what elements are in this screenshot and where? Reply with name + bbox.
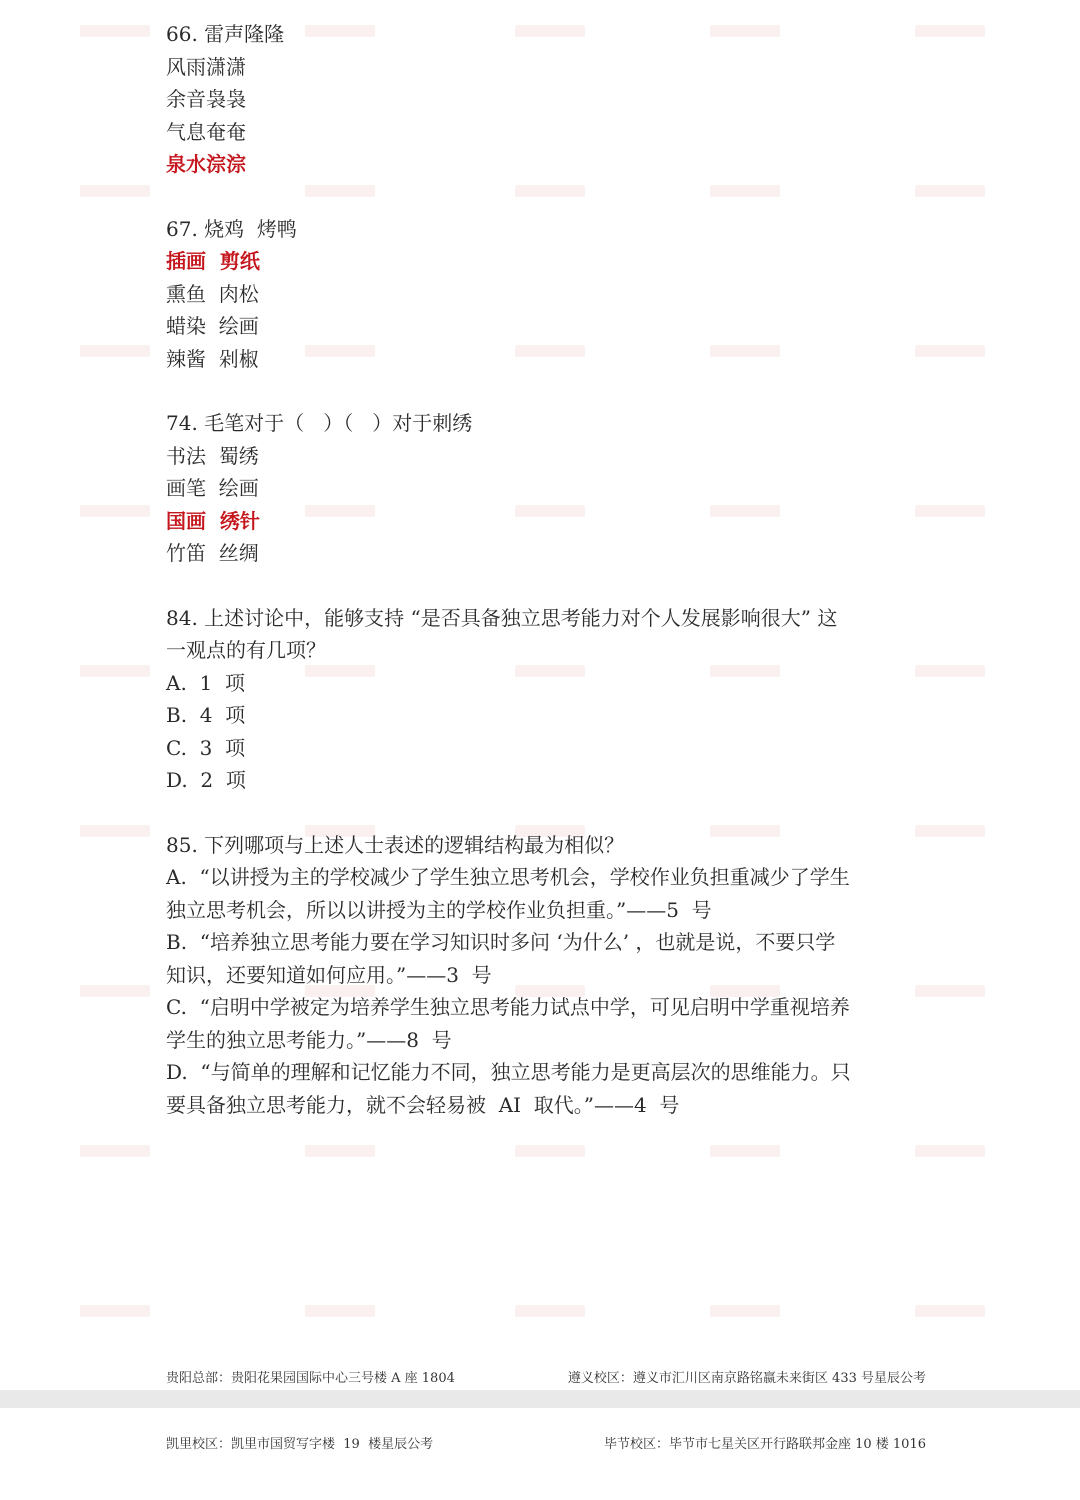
option: D. 2 项 (166, 768, 246, 792)
option-line: C. “启明中学被定为培养学生独立思考能力试点中学，可见启明中学重视培养 (166, 995, 850, 1019)
option-line: 独立思考机会，所以以讲授为主的学校作业负担重。”——5 号 (166, 897, 712, 922)
footer-address: 毕节校区：毕节市七星关区开行路联邦金座 10 楼 1016 (603, 1437, 926, 1452)
option-line: 学生的独立思考能力。”——8 号 (166, 1027, 452, 1052)
question-stem: 74. 毛笔对于（ ）（ ）对于刺绣 (166, 411, 473, 435)
footer-address: 凯里校区：凯里市国贸写字楼 19 楼星辰公考 (166, 1437, 434, 1452)
question-67 (166, 213, 926, 376)
correct-option: 泉水淙淙 (166, 152, 246, 176)
watermark-mark (80, 1145, 150, 1157)
footer-address: 遵义校区：遵义市汇川区南京路铭嬴未来街区 433 号星辰公考 (567, 1371, 926, 1386)
correct-option: 插画 剪纸 (166, 249, 260, 273)
question-stem: 67. 烧鸡 烤鸭 (166, 216, 297, 241)
question-stem-continued: 一观点的有几项？ (166, 638, 326, 662)
option-line: A. “以讲授为主的学校减少了学生独立思考机会，学校作业负担重减少了学生 (166, 865, 850, 889)
footer-address: 贵阳总部：贵阳花果园国际中心三号楼 A 座 1804 (166, 1371, 455, 1386)
watermark-mark (80, 505, 150, 517)
watermark-mark (710, 1145, 780, 1157)
bottom-strip (0, 1390, 1080, 1408)
question-85 (166, 829, 926, 1122)
option-line: D. “与简单的理解和记忆能力不同，独立思考能力是更高层次的思维能力。只 (166, 1060, 851, 1084)
option: 竹笛 丝绸 (166, 541, 259, 565)
option: 辣酱 剁椒 (166, 346, 259, 371)
option: C. 3 项 (166, 735, 246, 760)
watermark-mark (305, 1305, 375, 1317)
watermark-mark (915, 1145, 985, 1157)
watermark-mark (80, 185, 150, 197)
option-line: B. “培养独立思考能力要在学习知识时多问 ‘为什么’ ，也就是说，不要只学 (166, 930, 836, 954)
option: 气息奄奄 (166, 119, 246, 144)
option: A. 1 项 (166, 670, 245, 695)
question-74 (166, 407, 926, 570)
watermark-mark (80, 345, 150, 357)
watermark-mark (80, 985, 150, 997)
option: 画笔 绘画 (166, 476, 259, 500)
option-line: 要具备独立思考能力，就不会轻易被 AI 取代。”——4 号 (166, 1092, 680, 1117)
question-stem: 84. 上述讨论中，能够支持 “是否具备独立思考能力对个人发展影响很大” 这 (166, 605, 838, 630)
option: B. 4 项 (166, 703, 246, 727)
question-84 (166, 602, 926, 797)
question-stem: 66. 雷声隆隆 (166, 22, 285, 46)
question-stem: 85. 下列哪项与上述人士表述的逻辑结构最为相似？ (166, 832, 625, 857)
watermark-mark (515, 1305, 585, 1317)
watermark-mark (710, 1305, 780, 1317)
option: 书法 蜀绣 (166, 443, 259, 468)
option-line: 知识，还要知道如何应用。”——3 号 (166, 962, 492, 987)
watermark-mark (80, 1305, 150, 1317)
option: 余音袅袅 (166, 87, 246, 111)
correct-option: 国画 绣针 (166, 508, 260, 533)
watermark-mark (80, 25, 150, 37)
option: 熏鱼 肉松 (166, 281, 259, 306)
option: 风雨潇潇 (166, 54, 246, 79)
question-66 (166, 18, 926, 181)
watermark-mark (305, 1145, 375, 1157)
watermark-mark (80, 825, 150, 837)
watermark-mark (80, 665, 150, 677)
question-content (166, 18, 926, 1121)
page-footer (166, 1324, 926, 1500)
watermark-mark (515, 1145, 585, 1157)
option: 蜡染 绘画 (166, 314, 259, 338)
watermark-mark (915, 1305, 985, 1317)
